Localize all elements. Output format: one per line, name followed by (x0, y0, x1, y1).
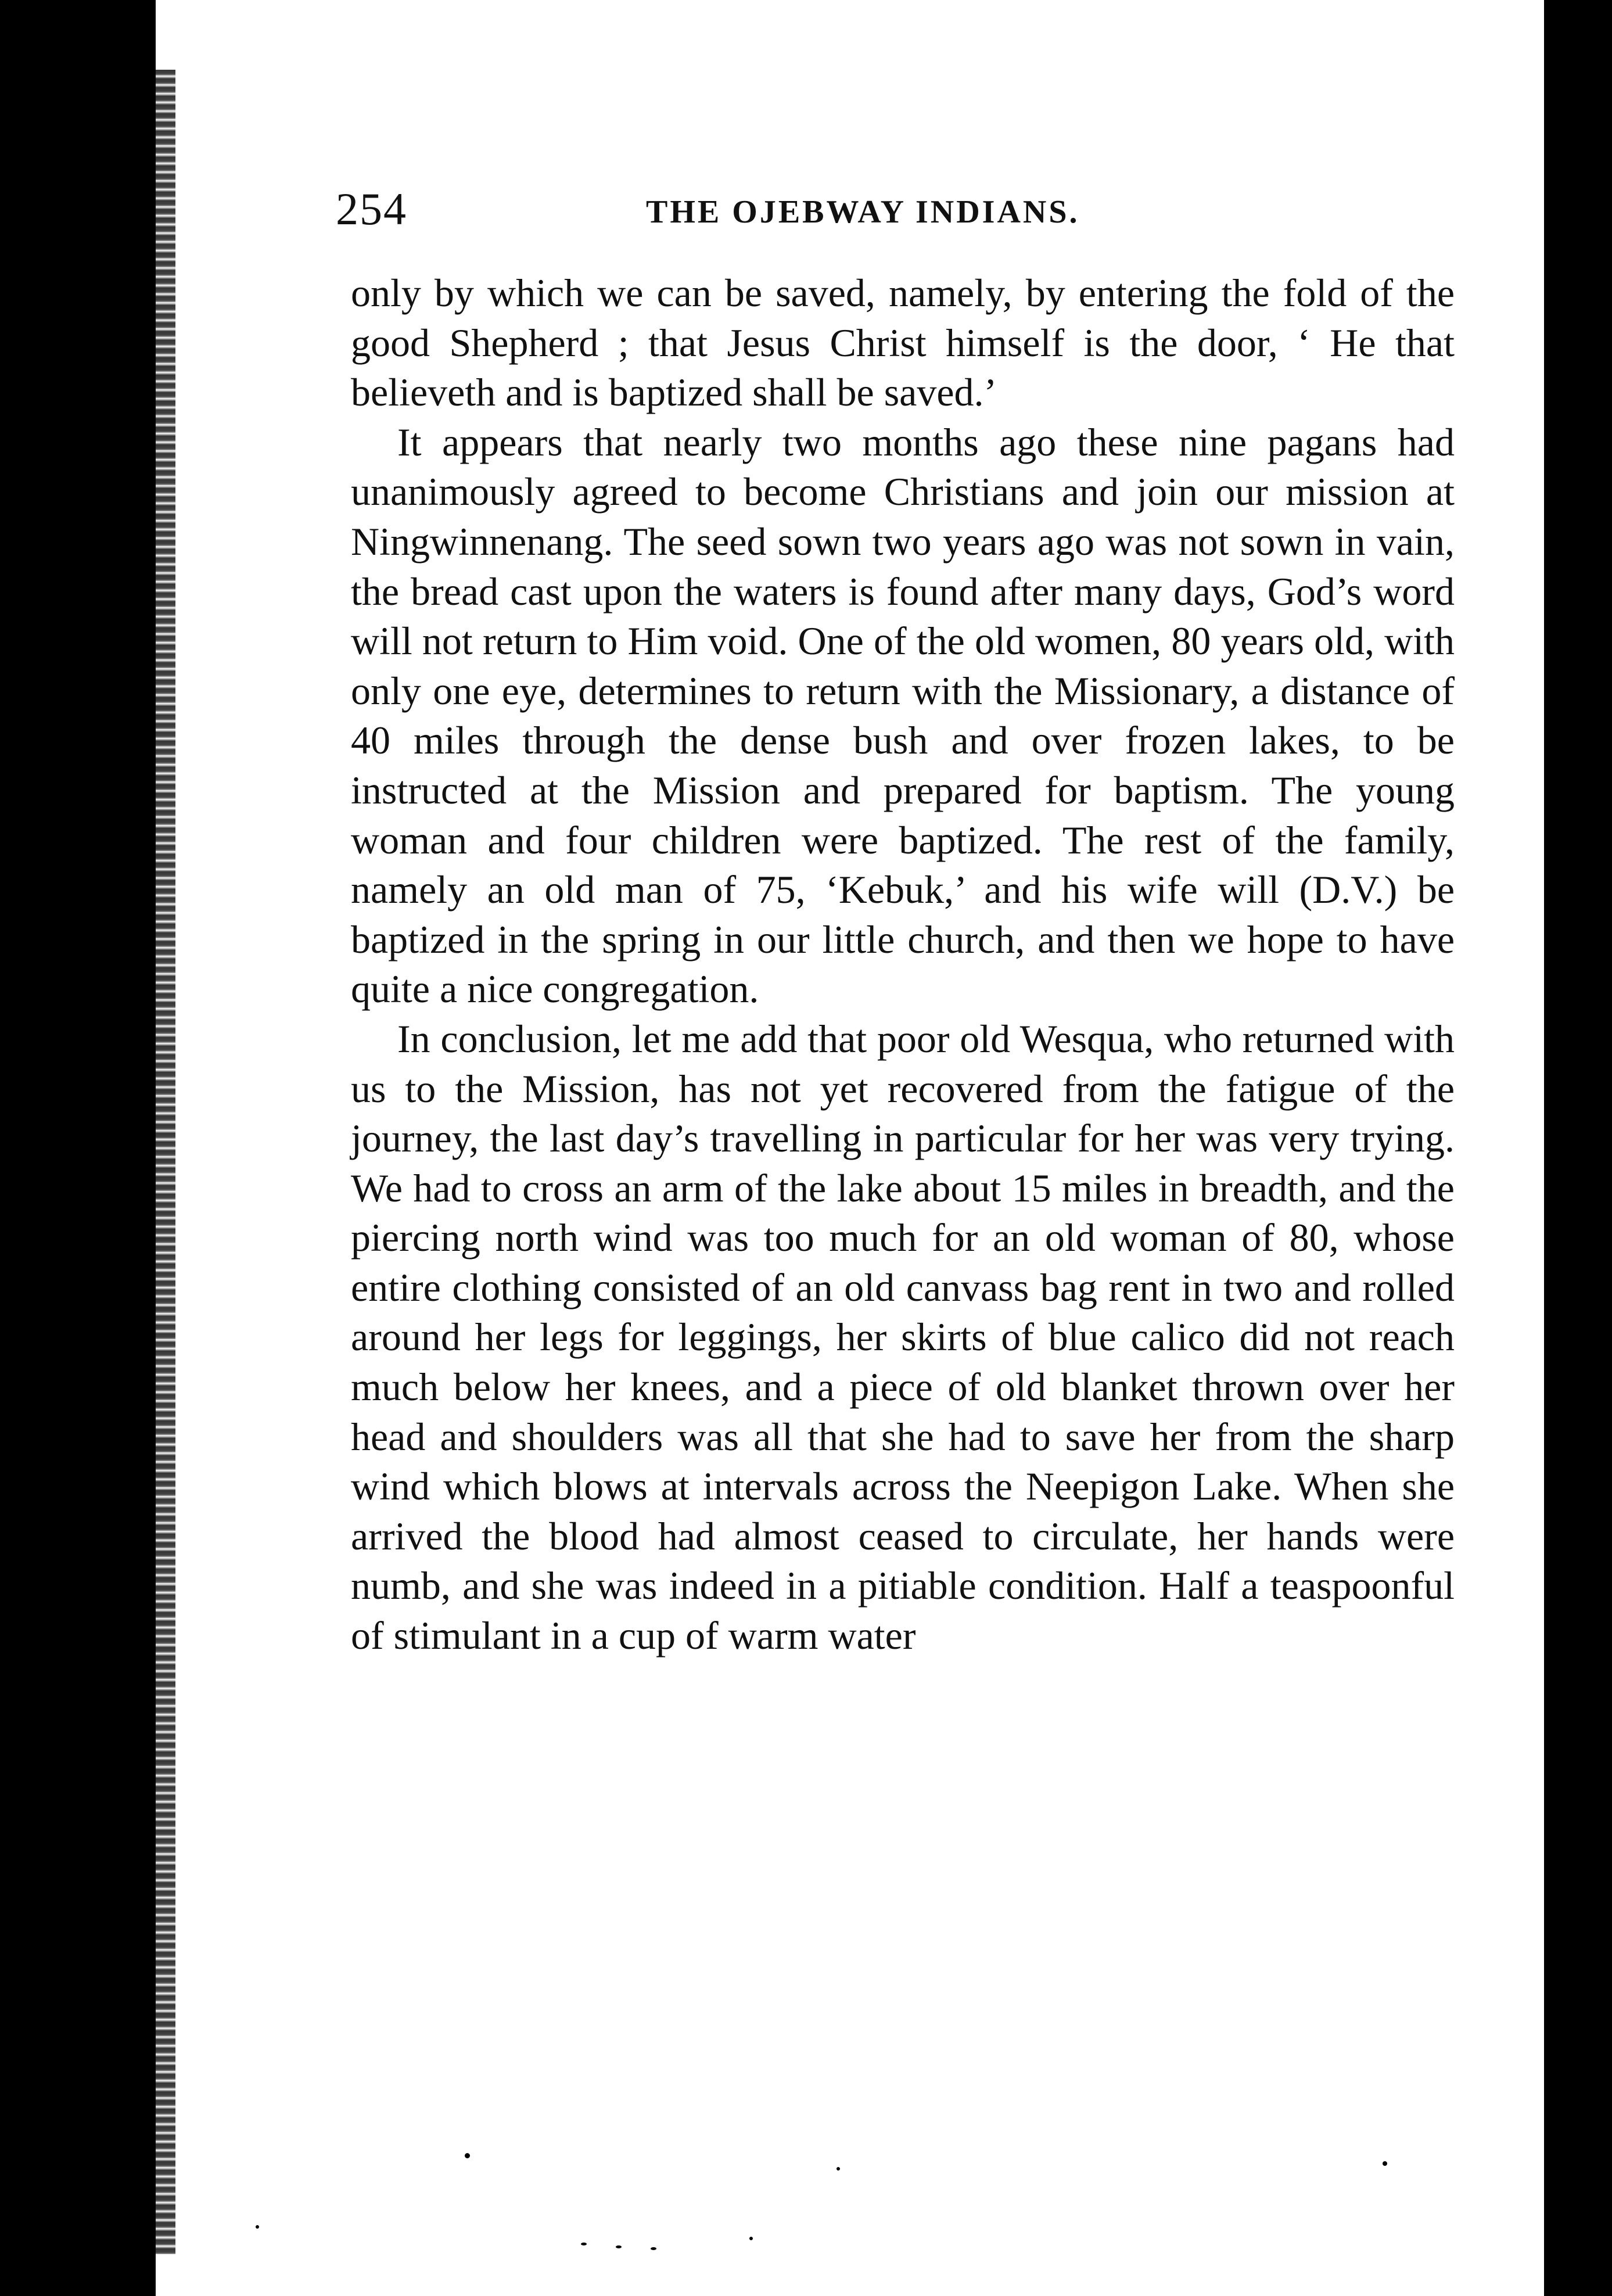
running-head-title: THE OJEBWAY INDIANS. (646, 194, 1080, 230)
paragraph-mission: It appears that nearly two months ago these nine pagans had unanimously agreed to become Christians and join our mission at Ningwinnenang. The seed sown two years ago was not sown in vain, the bread cast upon the waters is found after many days, God’s word will not return to Him void. One of the old women, 80 years old, with only one eye, determines to return with the Missionary, a distance of 40 miles through the dense bush and over frozen lakes, to be instructed at the Mission and prepared for baptism. The young woman and four children were baptized. The rest of the family, namely an old man of 75, ‘Kebuk,’ and his wife will (D.V.) be baptized in the spring in our little church, and then we hope to have quite a nice congregation. (351, 419, 1455, 1011)
scan-border (1563, 23, 1581, 2277)
page-number: 254 (336, 184, 407, 234)
body-text (351, 268, 1455, 1661)
paragraph-conclusion: In conclusion, let me add that poor old Wesqua, who returned with us to the Mission, has not yet recovered from the fatigue of the journey, the last day’s travelling in particular for her was very trying. We had to cross an arm of the lake about 15 miles in breadth, and the piercing north wind was too much for an old woman of 80, whose entire clothing consisted of an old canvass bag rent in two and rolled around her legs for leggings, her skirts of blue calico did not reach much below her knees, and a piece of old blanket thrown over her head and shoulders was all that she had to save her from the sharp wind which blows at intervals across the Neepigon Lake. When she arrived the blood had almost ceased to circulate, her hands were numb, and she was indeed in a pitiable condition. Half a teaspoonful of stimulant in a cup of warm water (351, 1016, 1455, 1658)
scan-specks (174, 2150, 1452, 2289)
paragraph-continued: only by which we can be saved, namely, by entering the fold of the good Shepherd ; that Jesus Christ himself is the door, ‘ He that believeth and is baptized shall be saved.’ (351, 271, 1455, 415)
binding-edge (156, 70, 175, 2254)
running-head (336, 177, 1161, 241)
